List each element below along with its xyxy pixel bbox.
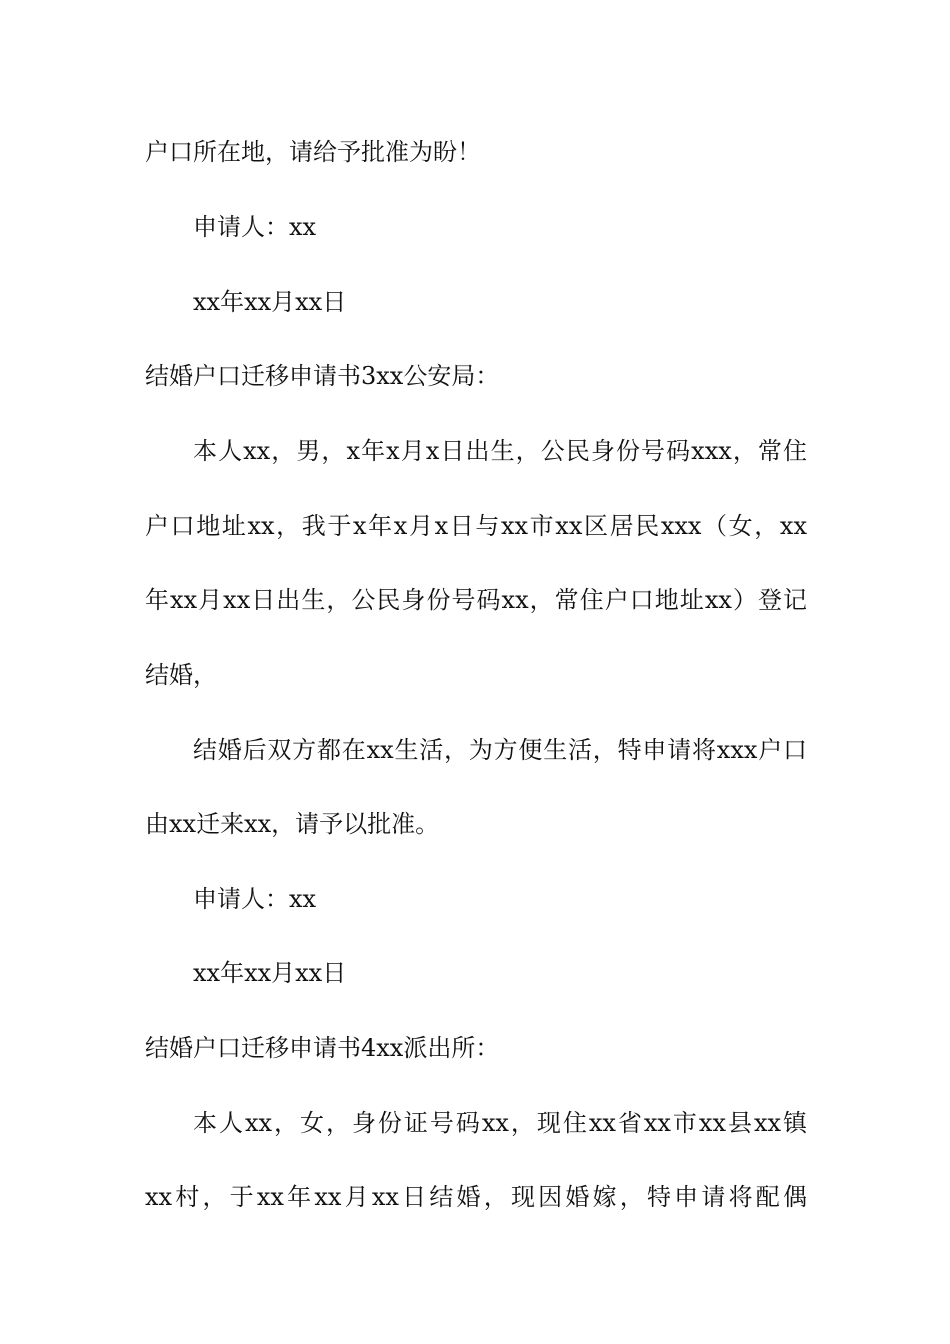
paragraph-line-5: 结婚后双方都在xx生活，为方便生活，特申请将xxx户口: [193, 736, 807, 764]
paragraph-line-4: 结婚，: [145, 661, 217, 689]
paragraph-line-3: 年xx月xx日出生，公民身份号码xx，常住户口地址xx）登记: [145, 586, 807, 614]
section-heading-3: 结婚户口迁移申请书3xx公安局：: [145, 362, 500, 390]
applicant-line-1: 申请人：xx: [193, 213, 317, 241]
date-line-1: xx年xx月xx日: [193, 288, 347, 316]
paragraph-line-8: xx村，于xx年xx月xx日结婚，现因婚嫁，特申请将配偶: [145, 1183, 807, 1211]
paragraph-line-6: 由xx迁来xx，请予以批准。: [145, 810, 440, 838]
paragraph-line-2: 户口地址xx，我于x年x月x日与xx市xx区居民xxx（女，xx: [145, 512, 807, 540]
paragraph-line-1: 本人xx，男，x年x月x日出生，公民身份号码xxx，常住: [193, 437, 807, 465]
section-heading-4: 结婚户口迁移申请书4xx派出所：: [145, 1034, 500, 1062]
paragraph-line-7: 本人xx，女，身份证号码xx，现住xx省xx市xx县xx镇: [193, 1109, 807, 1137]
date-line-2: xx年xx月xx日: [193, 959, 347, 987]
applicant-line-2: 申请人：xx: [193, 885, 317, 913]
text-line-1: 户口所在地，请给予批准为盼！: [145, 138, 481, 166]
